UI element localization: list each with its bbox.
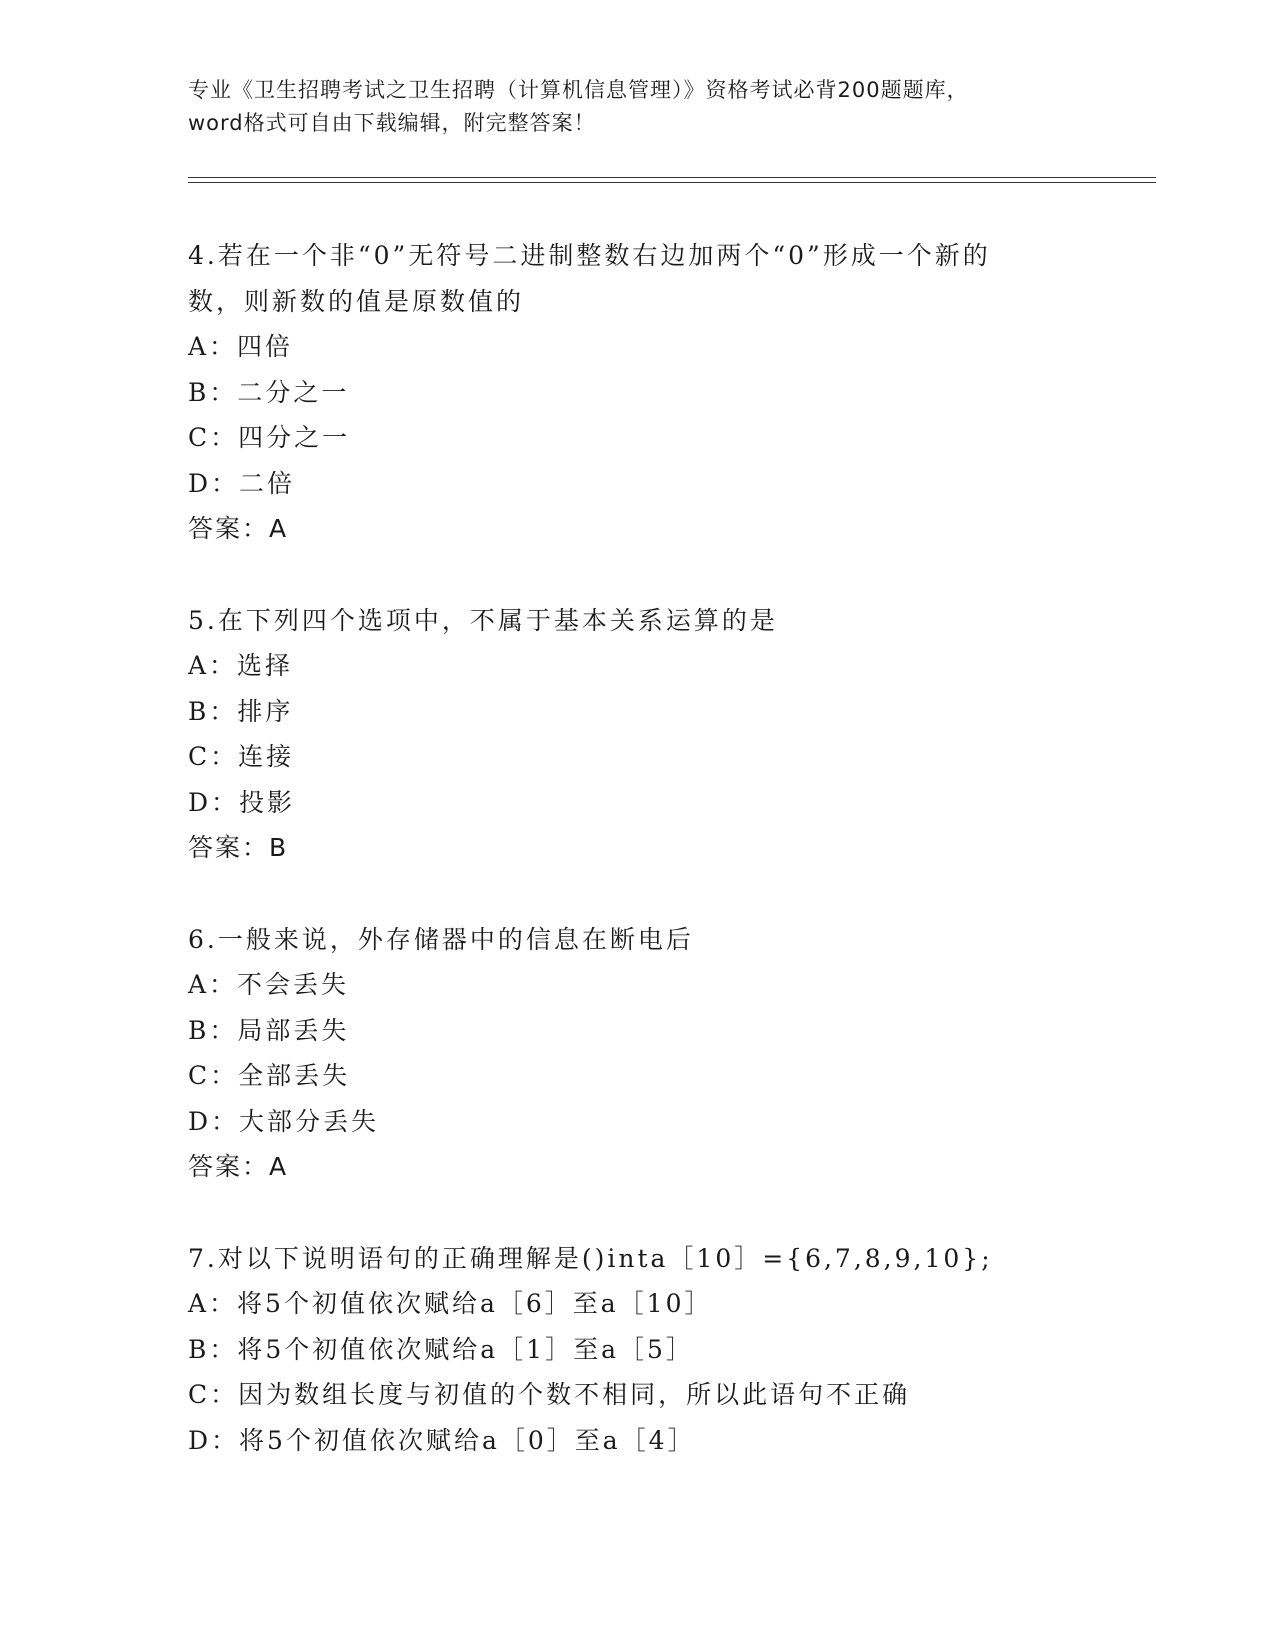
question-stem: 数，则新数的值是原数值的 [188,286,525,316]
question-4 [188,233,1088,552]
option-d: D：二倍 [188,468,296,498]
question-stem: 5.在下列四个选项中，不属于基本关系运算的是 [188,605,778,635]
question-stem: 7.对以下说明语句的正确理解是()inta［10］={6,7,8,9,10}; [188,1243,993,1273]
header-line-1: 专业《卫生招聘考试之卫生招聘（计算机信息管理）》资格考试必背200题题库， [188,78,969,102]
answer-text: 答案：B [188,833,289,862]
option-d: D：大部分丢失 [188,1106,380,1136]
option-b: B：将5个初值依次赋给a［1］至a［5］ [188,1334,694,1364]
question-stem: 4.若在一个非“0”无符号二进制整数右边加两个“0”形成一个新的 [188,241,991,270]
question-5 [188,598,1088,871]
answer-text: 答案：A [188,514,289,543]
document-header [188,74,1088,140]
option-d: D：投影 [188,787,296,817]
option-c: C：四分之一 [188,423,351,452]
option-c: C：全部丢失 [188,1061,351,1090]
option-a: A：选择 [188,651,294,680]
option-c: C：因为数组长度与初值的个数不相同，所以此语句不正确 [188,1380,911,1409]
header-divider [188,177,1156,183]
question-6 [188,917,1088,1190]
option-b: B：二分之一 [188,377,350,407]
answer-text: 答案：A [188,1152,289,1181]
option-b: B：排序 [188,696,294,726]
question-list [188,233,1088,1509]
option-d: D：将5个初值依次赋给a［0］至a［4］ [188,1425,696,1455]
header-line-2: word格式可自由下载编辑，附完整答案！ [188,111,596,135]
option-a: A：四倍 [188,332,294,361]
question-stem: 6.一般来说，外存储器中的信息在断电后 [188,924,694,954]
option-c: C：连接 [188,742,295,771]
option-a: A：不会丢失 [188,970,350,999]
option-a: A：将5个初值依次赋给a［6］至a［10］ [188,1289,713,1318]
question-7 [188,1236,1088,1464]
option-b: B：局部丢失 [188,1015,350,1045]
